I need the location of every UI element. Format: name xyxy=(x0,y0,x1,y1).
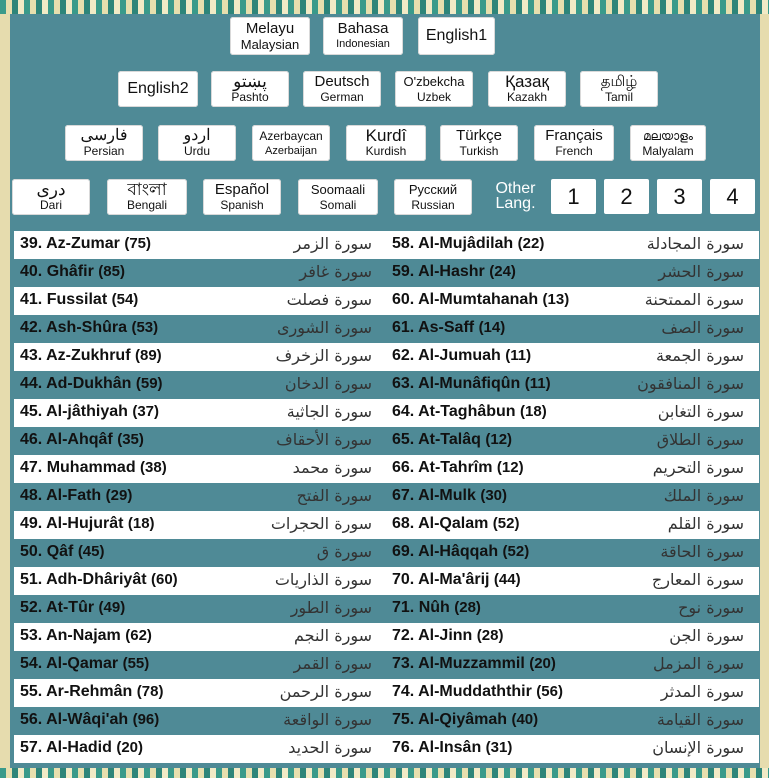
lang-button-somali[interactable] xyxy=(298,179,378,215)
surah-arabic-name: سورة الزمر xyxy=(293,234,372,253)
lang-label: پښتو xyxy=(233,72,267,91)
lang-button-indonesian[interactable] xyxy=(323,17,403,55)
surah-arabic-name: سورة الدخان xyxy=(284,374,372,393)
surah-item[interactable] xyxy=(386,511,758,539)
lang-label: دری xyxy=(36,180,66,199)
surah-title: 46. Al-Ahqâf (35) xyxy=(20,431,144,448)
lang-button-malay[interactable] xyxy=(230,17,310,55)
lang-label: Melayu xyxy=(245,20,295,37)
other-languages-link[interactable] xyxy=(488,181,543,211)
surah-title: 59. Al-Hashr (24) xyxy=(392,263,516,280)
surah-item[interactable] xyxy=(14,287,386,315)
surah-title: 43. Az-Zukhruf (89) xyxy=(20,347,162,364)
surah-title: 68. Al-Qalam (52) xyxy=(392,515,520,532)
lang-button-dari[interactable] xyxy=(12,179,90,215)
surah-item[interactable] xyxy=(14,735,386,763)
surah-title: 63. Al-Munâfiqûn (11) xyxy=(392,375,551,392)
table-row xyxy=(14,287,759,315)
surah-arabic-name: سورة الأحقاف xyxy=(276,430,372,449)
lang-label: English2 xyxy=(127,80,189,97)
surah-item[interactable] xyxy=(14,231,386,259)
surah-arabic-name: سورة النجم xyxy=(294,626,372,645)
surah-arabic-name: سورة الذاريات xyxy=(274,570,372,589)
lang-sublabel: Tamil xyxy=(604,90,633,104)
surah-title: 55. Ar-Rehmân (78) xyxy=(20,683,164,700)
surah-arabic-name: سورة الطور xyxy=(290,598,372,617)
frame-border-top xyxy=(0,0,769,14)
surah-item[interactable] xyxy=(386,707,758,735)
lang-button-azerbaijan[interactable] xyxy=(252,125,330,161)
lang-button-pashto[interactable] xyxy=(211,71,289,107)
lang-label: English1 xyxy=(425,27,488,44)
table-row xyxy=(14,399,759,427)
surah-title: 51. Adh-Dhâriyât (60) xyxy=(20,571,178,588)
surah-title: 49. Al-Hujurât (18) xyxy=(20,515,155,532)
surah-title: 67. Al-Mulk (30) xyxy=(392,487,508,504)
table-row xyxy=(14,623,759,651)
lang-sublabel: Russian xyxy=(411,198,455,212)
table-row xyxy=(14,707,759,735)
surah-item[interactable] xyxy=(386,595,758,623)
surah-title: 71. Nûh (28) xyxy=(392,599,481,616)
table-row xyxy=(14,231,759,259)
surah-arabic-name: سورة المزمل xyxy=(653,654,744,673)
lang-button-uzbek[interactable] xyxy=(395,71,473,107)
table-row xyxy=(14,567,759,595)
lang-sublabel: Uzbek xyxy=(416,90,451,104)
surah-title: 62. Al-Jumuah (11) xyxy=(392,347,532,364)
surah-item[interactable] xyxy=(386,539,758,567)
surah-title: 74. Al-Muddaththir (56) xyxy=(392,683,563,700)
surah-item[interactable] xyxy=(386,371,758,399)
surah-title: 65. At-Talâq (12) xyxy=(392,431,513,448)
surah-arabic-name: سورة الطلاق xyxy=(656,430,744,449)
page-button-4[interactable]: 4 xyxy=(710,179,755,214)
lang-label: فارسی xyxy=(80,127,128,144)
table-row xyxy=(14,371,759,399)
surah-item[interactable] xyxy=(14,623,386,651)
lang-label: Kurdî xyxy=(365,126,407,145)
surah-title: 57. Al-Hadid (20) xyxy=(20,739,144,756)
lang-label: Русский xyxy=(408,182,458,197)
surah-item[interactable] xyxy=(14,427,386,455)
surah-title: 69. Al-Hâqqah (52) xyxy=(392,543,530,560)
surah-arabic-name: سورة الرحمن xyxy=(279,682,372,701)
page-button-1[interactable]: 1 xyxy=(551,179,596,214)
table-row xyxy=(14,427,759,455)
surah-title: 47. Muhammad (38) xyxy=(20,459,167,476)
lang-button-turkish[interactable] xyxy=(440,125,518,161)
surah-item[interactable] xyxy=(14,651,386,679)
surah-item[interactable] xyxy=(14,707,386,735)
lang-sublabel: Spanish xyxy=(220,198,264,212)
table-row xyxy=(14,511,759,539)
surah-arabic-name: سورة نوح xyxy=(678,598,744,617)
lang-label: Soomaali xyxy=(310,182,366,197)
surah-item[interactable] xyxy=(386,259,758,287)
surah-item[interactable] xyxy=(14,595,386,623)
surah-arabic-name: سورة غافر xyxy=(299,262,372,281)
lang-button-malyalam[interactable] xyxy=(630,125,706,161)
surah-arabic-name: سورة الجمعة xyxy=(655,346,744,365)
surah-arabic-name: سورة الجن xyxy=(669,626,744,645)
surah-item[interactable] xyxy=(14,511,386,539)
other-lang-line2: Lang. xyxy=(495,195,536,212)
table-row xyxy=(14,259,759,287)
lang-button-spanish[interactable] xyxy=(203,179,281,215)
lang-button-bengali[interactable] xyxy=(107,179,187,215)
table-row xyxy=(14,679,759,707)
frame-border-bottom xyxy=(0,768,769,778)
surah-arabic-name: سورة محمد xyxy=(292,458,372,477)
surah-arabic-name: سورة المعارج xyxy=(651,570,744,589)
surah-arabic-name: سورة الواقعة xyxy=(283,710,372,729)
surah-arabic-name: سورة الجاثية xyxy=(286,402,372,421)
surah-title: 45. Al-jâthiyah (37) xyxy=(20,403,160,420)
lang-sublabel: Azerbaijan xyxy=(265,145,317,157)
surah-item[interactable] xyxy=(14,567,386,595)
lang-button-german[interactable] xyxy=(303,71,381,107)
lang-label: Español xyxy=(214,181,270,198)
table-row xyxy=(14,315,759,343)
surah-arabic-name: سورة فصلت xyxy=(286,290,372,309)
surah-title: 72. Al-Jinn (28) xyxy=(392,627,504,644)
surah-title: 40. Ghâfir (85) xyxy=(20,263,125,280)
surah-title: 60. Al-Mumtahanah (13) xyxy=(392,291,570,308)
surah-item[interactable] xyxy=(386,483,758,511)
surah-item[interactable] xyxy=(386,567,758,595)
table-row xyxy=(14,539,759,567)
surah-arabic-name: سورة القلم xyxy=(667,514,744,533)
surah-title: 73. Al-Muzzammil (20) xyxy=(392,655,556,672)
surah-item[interactable] xyxy=(14,343,386,371)
surah-item[interactable] xyxy=(14,259,386,287)
lang-button-english1[interactable] xyxy=(418,17,495,55)
surah-title: 66. At-Tahrîm (12) xyxy=(392,459,524,476)
surah-arabic-name: سورة الحديد xyxy=(288,738,372,757)
table-row xyxy=(14,343,759,371)
surah-item[interactable] xyxy=(14,539,386,567)
lang-button-french[interactable] xyxy=(534,125,614,161)
surah-arabic-name: سورة القمر xyxy=(293,654,372,673)
surah-arabic-name: سورة المجادلة xyxy=(646,234,744,253)
lang-button-russian[interactable] xyxy=(394,179,472,215)
lang-label: Türkçe xyxy=(456,127,502,144)
lang-button-english2[interactable] xyxy=(118,71,198,107)
surah-title: 54. Al-Qamar (55) xyxy=(20,655,150,672)
surah-title: 44. Ad-Dukhân (59) xyxy=(20,375,163,392)
surah-arabic-name: سورة التغابن xyxy=(657,402,744,421)
surah-arabic-name: سورة الصف xyxy=(661,318,744,337)
surah-item[interactable] xyxy=(14,399,386,427)
lang-label: Қазақ xyxy=(505,72,549,91)
surah-item[interactable] xyxy=(386,343,758,371)
surah-title: 41. Fussilat (54) xyxy=(20,291,139,308)
surah-item[interactable] xyxy=(14,483,386,511)
surah-title: 61. As-Saff (14) xyxy=(392,319,506,336)
lang-button-tamil[interactable] xyxy=(580,71,658,107)
lang-sublabel: Dari xyxy=(39,198,62,212)
surah-arabic-name: سورة ق xyxy=(316,542,372,561)
lang-sublabel: Urdu xyxy=(183,144,210,158)
surah-arabic-name: سورة الإنسان xyxy=(652,738,744,757)
lang-label: മലയാളം xyxy=(643,129,693,143)
surah-item[interactable] xyxy=(14,679,386,707)
surah-item[interactable] xyxy=(386,735,758,763)
surah-title: 53. An-Najam (62) xyxy=(20,627,152,644)
lang-sublabel: Malaysian xyxy=(240,37,300,52)
table-row xyxy=(14,651,759,679)
surah-item[interactable] xyxy=(14,371,386,399)
lang-button-urdu[interactable] xyxy=(158,125,236,161)
lang-label: Deutsch xyxy=(314,73,370,90)
frame-border-right xyxy=(759,0,769,778)
surah-item[interactable] xyxy=(386,651,758,679)
table-row xyxy=(14,483,759,511)
surah-item[interactable] xyxy=(386,231,758,259)
surah-arabic-name: سورة الشورى xyxy=(277,318,372,337)
lang-sublabel: Bengali xyxy=(126,198,168,212)
other-lang-line1: Other xyxy=(495,180,536,197)
surah-arabic-name: سورة التحريم xyxy=(652,458,744,477)
surah-arabic-name: سورة الممتحنة xyxy=(644,290,744,309)
surah-title: 64. At-Taghâbun (18) xyxy=(392,403,547,420)
surah-arabic-name: سورة المنافقون xyxy=(637,374,744,393)
lang-sublabel: Kazakh xyxy=(506,90,548,104)
table-row xyxy=(14,595,759,623)
lang-sublabel: Kurdish xyxy=(365,144,407,158)
surah-title: 50. Qâf (45) xyxy=(20,543,105,560)
lang-sublabel: Somali xyxy=(319,198,357,212)
lang-sublabel: Pashto xyxy=(231,90,269,104)
surah-title: 76. Al-Insân (31) xyxy=(392,739,513,756)
surah-item[interactable] xyxy=(14,455,386,483)
surah-title: 75. Al-Qiyâmah (40) xyxy=(392,711,539,728)
lang-sublabel: Persian xyxy=(83,144,125,158)
table-row xyxy=(14,735,759,763)
surah-arabic-name: سورة القيامة xyxy=(656,710,744,729)
surah-item[interactable] xyxy=(386,427,758,455)
surah-item[interactable] xyxy=(386,399,758,427)
surah-title: 42. Ash-Shûra (53) xyxy=(20,319,159,336)
surah-arabic-name: سورة الحشر xyxy=(658,262,744,281)
lang-sublabel: Malyalam xyxy=(642,144,694,158)
lang-button-kazakh[interactable] xyxy=(488,71,566,107)
lang-sublabel: German xyxy=(320,90,364,104)
lang-label: தமிழ் xyxy=(600,73,638,90)
surah-item[interactable] xyxy=(386,623,758,651)
lang-sublabel: Turkish xyxy=(459,144,499,158)
lang-label: اردو xyxy=(183,127,211,144)
frame-border-left xyxy=(0,0,10,778)
surah-title: 58. Al-Mujâdilah (22) xyxy=(392,235,545,252)
lang-sublabel: Indonesian xyxy=(336,38,390,50)
surah-item[interactable] xyxy=(386,315,758,343)
page-button-2[interactable]: 2 xyxy=(604,179,649,214)
surah-title: 70. Al-Ma'ârij (44) xyxy=(392,571,521,588)
surah-arabic-name: سورة الحاقة xyxy=(660,542,744,561)
surah-title: 39. Az-Zumar (75) xyxy=(20,235,152,252)
lang-label: Français xyxy=(545,127,603,144)
surah-arabic-name: سورة الفتح xyxy=(296,486,372,505)
surah-title: 56. Al-Wâqi'ah (96) xyxy=(20,711,160,728)
lang-label: O'zbekcha xyxy=(403,74,465,89)
surah-item[interactable] xyxy=(386,287,758,315)
surah-item[interactable] xyxy=(14,315,386,343)
lang-sublabel: French xyxy=(555,144,593,158)
surah-arabic-name: سورة الزخرف xyxy=(275,346,372,365)
surah-item[interactable] xyxy=(386,455,758,483)
lang-label: Bahasa xyxy=(337,20,389,37)
surah-arabic-name: سورة الملك xyxy=(663,486,744,505)
surah-title: 52. At-Tûr (49) xyxy=(20,599,126,616)
page-button-3[interactable]: 3 xyxy=(657,179,702,214)
lang-label: Azerbaycan xyxy=(259,129,323,143)
lang-label: বাংলা xyxy=(127,180,167,199)
table-row xyxy=(14,455,759,483)
surah-title: 48. Al-Fath (29) xyxy=(20,487,133,504)
surah-item[interactable] xyxy=(386,679,758,707)
lang-button-persian[interactable] xyxy=(65,125,143,161)
surah-arabic-name: سورة الحجرات xyxy=(270,514,372,533)
surah-arabic-name: سورة المدثر xyxy=(660,682,744,701)
lang-button-kurdish[interactable] xyxy=(346,125,426,161)
